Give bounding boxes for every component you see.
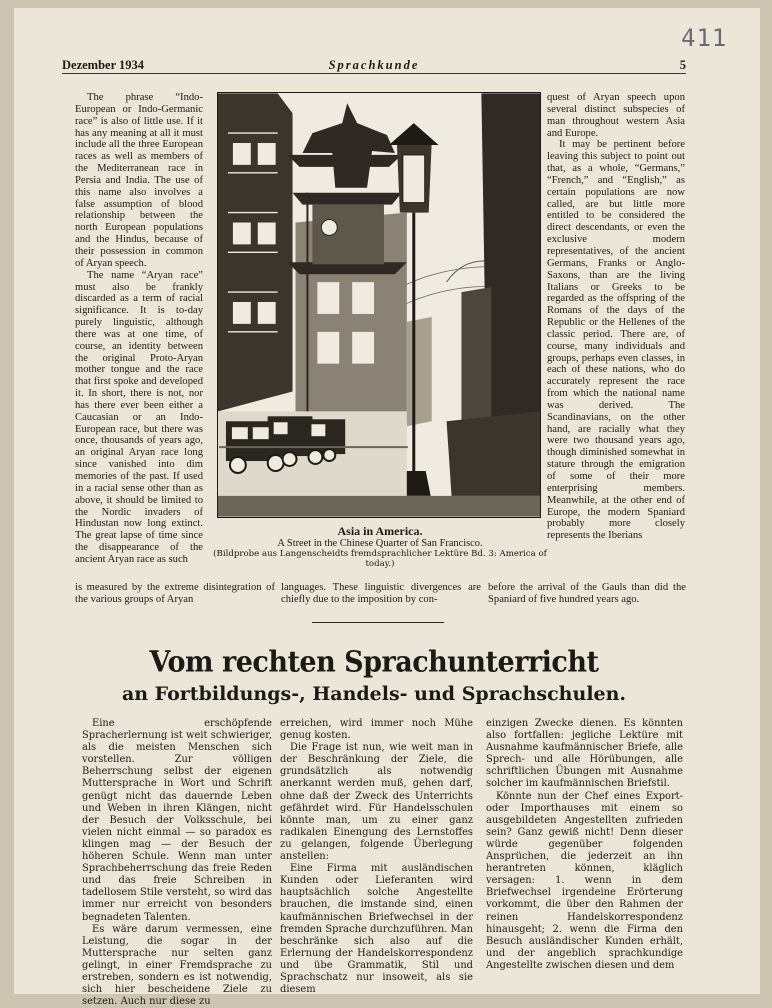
english-column-1	[75, 92, 203, 566]
pencil-annotation: 411	[681, 24, 728, 52]
paragraph: erreichen, wird immer noch Mühe genug kosten.	[280, 718, 473, 742]
english-column-2-tail	[281, 582, 481, 606]
paragraph: Könnte nun der Chef eines Export- oder Importhauses mit einem so ausgebildeten Angestellten zufrieden sein? Ganz gewiß nicht! Denn dieser würde gegenüber folgenden Ansprüchen, die jederzeit an ihn herantreten können, kläglich versagen: 1. wenn in dem Briefwechsel irgendeine Erörterung vorkommt, die über den Rahmen der reinen Handelskorrespondenz hinausgeht; 2. wenn die Firma den Besuch ausländischer Kunden erhält, und der angeblich sprachkundige Angestellte zwischen diesen und dem	[486, 790, 683, 971]
header-journal-title: Sprachkunde	[328, 58, 420, 72]
english-column-3-tail	[488, 582, 686, 606]
article-subtitle: an Fortbildungs-, Handels- und Sprachschulen.	[121, 683, 627, 705]
german-column-3	[486, 718, 683, 972]
paragraph: It may be pertinent before leaving this subject to point out that, as a whole, “Germans,” “French,” and “English,” as certain populations are now called, are but little more entitled to be considered the direct descendants, or even the exclusive modern representatives, of the ancient Germans, Franks or Anglo-Saxons, than are the living Italians or Greeks to be regarded as the offspring of the Romans of the days of the Republic or the Hellenes of the classic period. There are, of course, many individuals and groups, perhaps even classes, in each of these nations, who do accurately represent the race from which the national name was derived. The Scandinavians, on the other hand, are racially what they were two thousand years ago, though diminished somewhat in stature through the emigration of some of their more enterprising members. Meanwhile, at the other end of Europe, the modern Spaniard probably more closely represents the Iberians	[547, 139, 685, 542]
figure-illustration	[217, 92, 541, 518]
german-column-2	[280, 718, 473, 996]
page-number: 5	[679, 58, 686, 72]
paragraph: quest of Aryan speech upon several distinct subspecies of man throughout western Asia and Europe.	[547, 92, 685, 139]
paragraph: is measured by the extreme disintegration of the various groups of Aryan	[75, 582, 275, 605]
paragraph: The phrase “Indo-European or Indo-Germanic race” is also of little use. If it has any meaning at all it must include all the three European races as well as members of the Mediterranean race in Persia and India. The use of this name also involves a false assumption of blood relationship between the north European populations and the Hindus, because of their possession in common of Aryan speech.	[75, 92, 203, 269]
header-date: Dezember 1934	[62, 58, 145, 72]
paragraph: einzigen Zwecke dienen. Es könnten also fortfallen: jegliche Lektüre mit Ausnahme kaufmännischer Briefe, alle Sprech- und alle Hörübungen, alle schriftlichen Übungen mit Ausnahme solcher im kaufmännischen Briefstil.	[486, 718, 683, 790]
paragraph: Eine Firma mit ausländischen Kunden oder Lieferanten wird hauptsächlich solche Angestellte brauchen, die imstande sind, einen kaufmännischen Briefwechsel in der fremden Sprache durchzuführen. Man beschränke sich also auf die Erlernung der Handelskorrespondenz und übe Grammatik, Stil und Sprachschatz nur insoweit, als sie diesem	[280, 863, 473, 996]
figure-caption	[205, 524, 555, 570]
section-separator	[312, 622, 444, 623]
header-rule	[62, 73, 686, 74]
paragraph: Eine erschöpfende Spracherlernung ist weit schwieriger, als die meisten Menschen sich vorstellen. Zur völligen Beherrschung selbst der eigenen Muttersprache in Wort und Schrift genügt nicht das dauernde Leben und Weben in ihren Klängen, nicht der Besuch der Volksschule, bei vielen nicht einmal — so paradox es klingen mag — der Besuch der höheren Schule. Wenn man unter Sprachbeherrschung das freie Reden und das freie Schreiben in tadellosem Stile versteht, so wird das immer nur erreicht von besonders begnadeten Talenten.	[82, 718, 272, 923]
german-column-1	[82, 718, 272, 1008]
caption-source-note: (Bildprobe aus Langenscheidts fremdsprachlicher Lektüre Bd. 3: America of today.)	[213, 549, 547, 569]
caption-title: Asia in America.	[337, 524, 423, 538]
paragraph: Die Frage ist nun, wie weit man in der Beschränkung der Ziele, die grundsätzlich als notwendig anerkannt werden muß, gehen darf, ohne daß der Zweck des Unterrichts gefährdet wird. Für Handelsschulen könnte man, um zu einer ganz radikalen Einengung des Lernstoffes zu gelangen, folgende Überlegung anstellen:	[280, 742, 473, 863]
paragraph: languages. These linguistic divergences are chiefly due to the imposition by con-	[281, 582, 481, 605]
chinatown-street-illustration	[218, 93, 540, 517]
caption-subtitle: A Street in the Chinese Quarter of San Francisco.	[277, 538, 483, 549]
article-title: Vom rechten Sprachunterricht	[149, 645, 599, 680]
paragraph: The name “Aryan race” must also be frankly discarded as a term of racial significance. It is to-day purely linguistic, although there was at one time, of course, an identity between the original Proto-Aryan mother tongue and the race that first spoke and developed it. In short, there is not, nor has there ever been either a Caucasian or an Indo-European race, but there was once, thousands of years ago, an original Aryan race long since vanished into dim memories of the past. If used in a racial sense other than as above, it should be limited to the Nordic invaders of Hindustan now long extinct. The great lapse of time since the disappearance of the ancient Aryan race as such	[75, 269, 203, 565]
english-column-1-tail	[75, 582, 275, 606]
paragraph: Es wäre darum vermessen, eine Leistung, die sogar in der Muttersprache nur selten ganz gelingt, in einer Fremdsprache zu erstreben, sondern es ist notwendig, sich hier bescheidene Ziele zu setzen. Auch nur diese zu	[82, 923, 272, 1008]
english-column-3	[547, 92, 685, 542]
paragraph: before the arrival of the Gauls than did the Spaniard of five hundred years ago.	[488, 582, 686, 605]
